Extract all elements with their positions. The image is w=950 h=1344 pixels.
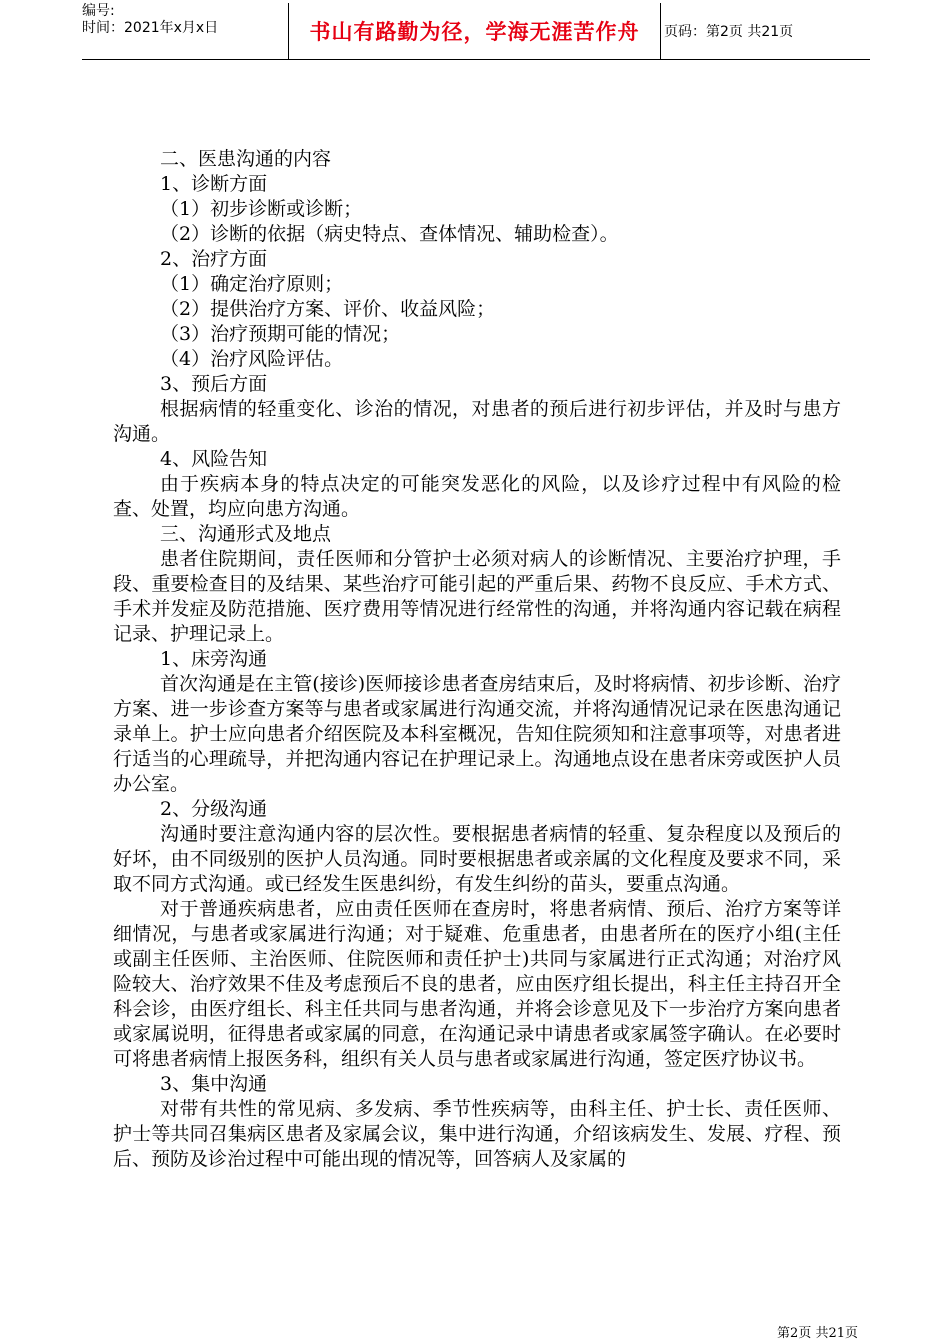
list-item: （4）治疗风险评估。: [160, 348, 344, 370]
list-item: （1）初步诊断或诊断；: [160, 198, 363, 220]
section-heading: 三、沟通形式及地点: [160, 523, 332, 545]
paragraph: 患者住院期间，责任医师和分管护士必须对病人的诊断情况、主要治疗护理，手段、重要检查目的及结果、某些治疗可能引起的严重后果、药物不良反应、手术方式、手术并发症及防范措施、医疗费用等情况进行经常性的沟通，并将沟通内容记载在病程记录、护理记录上。: [113, 548, 841, 645]
paragraph: 沟通时要注意沟通内容的层次性。要根据患者病情的轻重、复杂程度以及预后的好坏，由不同级别的医护人员沟通。同时要根据患者或亲属的文化程度及要求不同，采取不同方式沟通。或已经发生医患纠纷，有发生纠纷的苗头，要重点沟通。: [113, 823, 841, 895]
time-label: 时间：2021年x月x日: [82, 20, 219, 36]
list-item: （1）确定治疗原则；: [160, 273, 344, 295]
paragraph: 首次沟通是在主管(接诊)医师接诊患者查房结束后，及时将病情、初步诊断、治疗方案、进一步诊查方案等与患者或家属进行沟通交流，并将沟通情况记录在医患沟通记录单上。护士应向患者介绍医院及本科室概况，告知住院须知和注意事项等，对患者进行适当的心理疏导，并把沟通内容记在护理记录上。沟通地点设在患者床旁或医护人员办公室。: [113, 673, 841, 795]
page-label: 页码：第2页 共21页: [664, 24, 794, 40]
paragraph: 对于普通疾病患者，应由责任医师在查房时，将患者病情、预后、治疗方案等详细情况，与患者或家属进行沟通；对于疑难、危重患者，由患者所在的医疗小组(主任或副主任医师、主治医师、住院医师和责任护士)共同与家属进行正式沟通；对治疗风险较大、治疗效果不佳及考虑预后不良的患者，应由医疗组长提出，科主任主持召开全科会诊，由医疗组长、科主任共同与患者沟通，并将会诊意见及下一步治疗方案向患者或家属说明，征得患者或家属的同意，在沟通记录中请患者或家属签字确认。在必要时可将患者病情上报医务科，组织有关人员与患者或家属进行沟通，签定医疗协议书。: [113, 898, 841, 1070]
header-motto-cell: [288, 3, 661, 59]
motto: 书山有路勤为径，学海无涯苦作舟: [309, 20, 640, 44]
page-header: [82, 3, 870, 60]
list-item: （3）治疗预期可能的情况；: [160, 323, 401, 345]
subsection-heading: 4、风险告知: [160, 448, 268, 470]
subsection-heading: 3、集中沟通: [160, 1073, 268, 1095]
subsection-heading: 1、诊断方面: [160, 173, 268, 195]
paragraph: 由于疾病本身的特点决定的可能突发恶化的风险，以及诊疗过程中有风险的检查、处置，均应向患方沟通。: [113, 473, 841, 520]
header-meta: [82, 3, 287, 59]
list-item: （2）提供治疗方案、评价、收益风险；: [160, 298, 496, 320]
page-footer: [777, 1322, 858, 1341]
paragraph: 对带有共性的常见病、多发病、季节性疾病等，由科主任、护士长、责任医师、护士等共同召集病区患者及家属会议，集中进行沟通，介绍该病发生、发展、疗程、预后、预防及诊治过程中可能出现的情况等，回答病人及家属的: [113, 1098, 841, 1170]
section-heading: 二、医患沟通的内容: [160, 148, 332, 170]
subsection-heading: 3、预后方面: [160, 373, 268, 395]
subsection-heading: 2、分级沟通: [160, 798, 268, 820]
subsection-heading: 2、治疗方面: [160, 248, 268, 270]
subsection-heading: 1、床旁沟通: [160, 648, 268, 670]
number-label: 编号:: [82, 3, 115, 19]
header-page-cell: [664, 3, 870, 59]
footer-page-number: 第2页 共21页: [777, 1326, 858, 1341]
document-body: [113, 147, 841, 1172]
paragraph: 根据病情的轻重变化、诊治的情况，对患者的预后进行初步评估，并及时与患方沟通。: [113, 398, 841, 445]
list-item: （2）诊断的依据（病史特点、查体情况、辅助检查）。: [160, 223, 619, 245]
